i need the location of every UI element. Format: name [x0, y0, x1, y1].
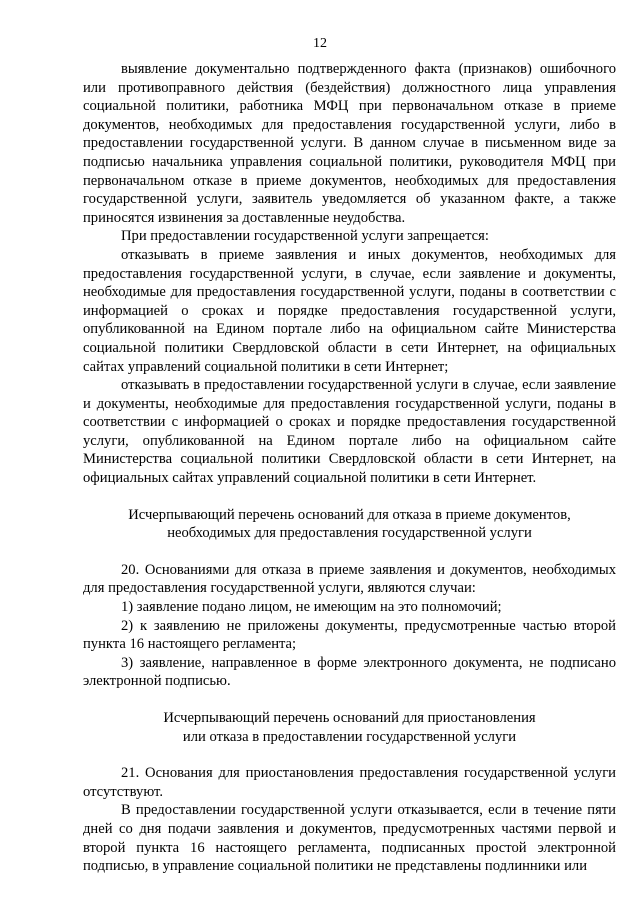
page-number: 12 — [313, 36, 327, 51]
paragraph-refusal-conditions: В предоставлении государственной услуги отказывается, если в течение пяти дней со дня подачи заявления и документов, предусмотренных частями первой и второй пункта 16 настоящего регламента, подписанных простой электронной подписью, в управление социальной политики не представлены подлинники или — [83, 802, 616, 875]
section-heading-suspension-line2: или отказа в предоставлении государственной услуги — [182, 728, 517, 745]
section-heading-refusal-receipt-line2: необходимых для предоставления государственной услуги — [167, 525, 532, 542]
section-heading-suspension-line1: Исчерпывающий перечень оснований для приостановления — [163, 710, 536, 726]
paragraph-prohibition-refusal: отказывать в предоставлении государственной услуги в случае, если заявление и документы, необходимые для предоставления государственной услуги, поданы в соответствии с информацией о сроках и порядке предоставления государственной услуги, опубликованной на Едином портале либо на официальном сайте Министерства социальной политики Свердловской области в сети Интернет, на официальных сайтах управлений социальной политики в сети Интернет. — [83, 377, 616, 487]
document-body — [83, 60, 616, 876]
paragraph-item-21: 21. Основания для приостановления предоставления государственной услуги отсутствуют. — [83, 765, 616, 800]
paragraph-item-20: 20. Основаниями для отказа в приеме заявления и документов, необходимых для предоставления государственной услуги, являются случаи: — [83, 561, 616, 597]
section-heading-refusal-receipt-line1: Исчерпывающий перечень оснований для отказа в приеме документов, — [128, 506, 571, 523]
paragraph-prohibitions-intro: При предоставлении государственной услуги запрещается: — [121, 228, 489, 245]
list-item: 2) к заявлению не приложены документы, предусмотренные частью второй пункта 16 настоящего регламента; — [83, 617, 616, 653]
list-item: 3) заявление, направленное в форме электронного документа, не подписано электронной подписью. — [83, 654, 616, 690]
paragraph-violation-detection: выявление документально подтвержденного факта (признаков) ошибочного или противоправного действия (бездействия) должностного лица управления социальной политики, работника МФЦ при первоначальном отказе в приеме документов, необходимых для предоставления государственной услуги, либо в предоставлении государственной услуги. В данном случае в письменном виде за подписью начальника управления социальной политики, руководителя МФЦ при первоначальном отказе в приеме документов, необходимых для предоставления государственной услуги, заявитель уведомляется об указанном факте, а также приносятся извинения за доставленные неудобства. — [83, 61, 616, 226]
list-item: 1) заявление подано лицом, не имеющим на это полномочий; — [121, 599, 502, 616]
paragraph-prohibition-receipt: отказывать в приеме заявления и иных документов, необходимых для предоставления государственной услуги, в случае, если заявление и документы, необходимые для предоставления государственной услуги, поданы в соответствии с информацией о сроках и порядке предоставления государственной услуги, опубликованной на Едином портале либо на официальном сайте Министерства социальной политики Свердловской области в сети Интернет, на официальных сайтах управлений социальной политики в сети Интернет; — [83, 246, 616, 375]
